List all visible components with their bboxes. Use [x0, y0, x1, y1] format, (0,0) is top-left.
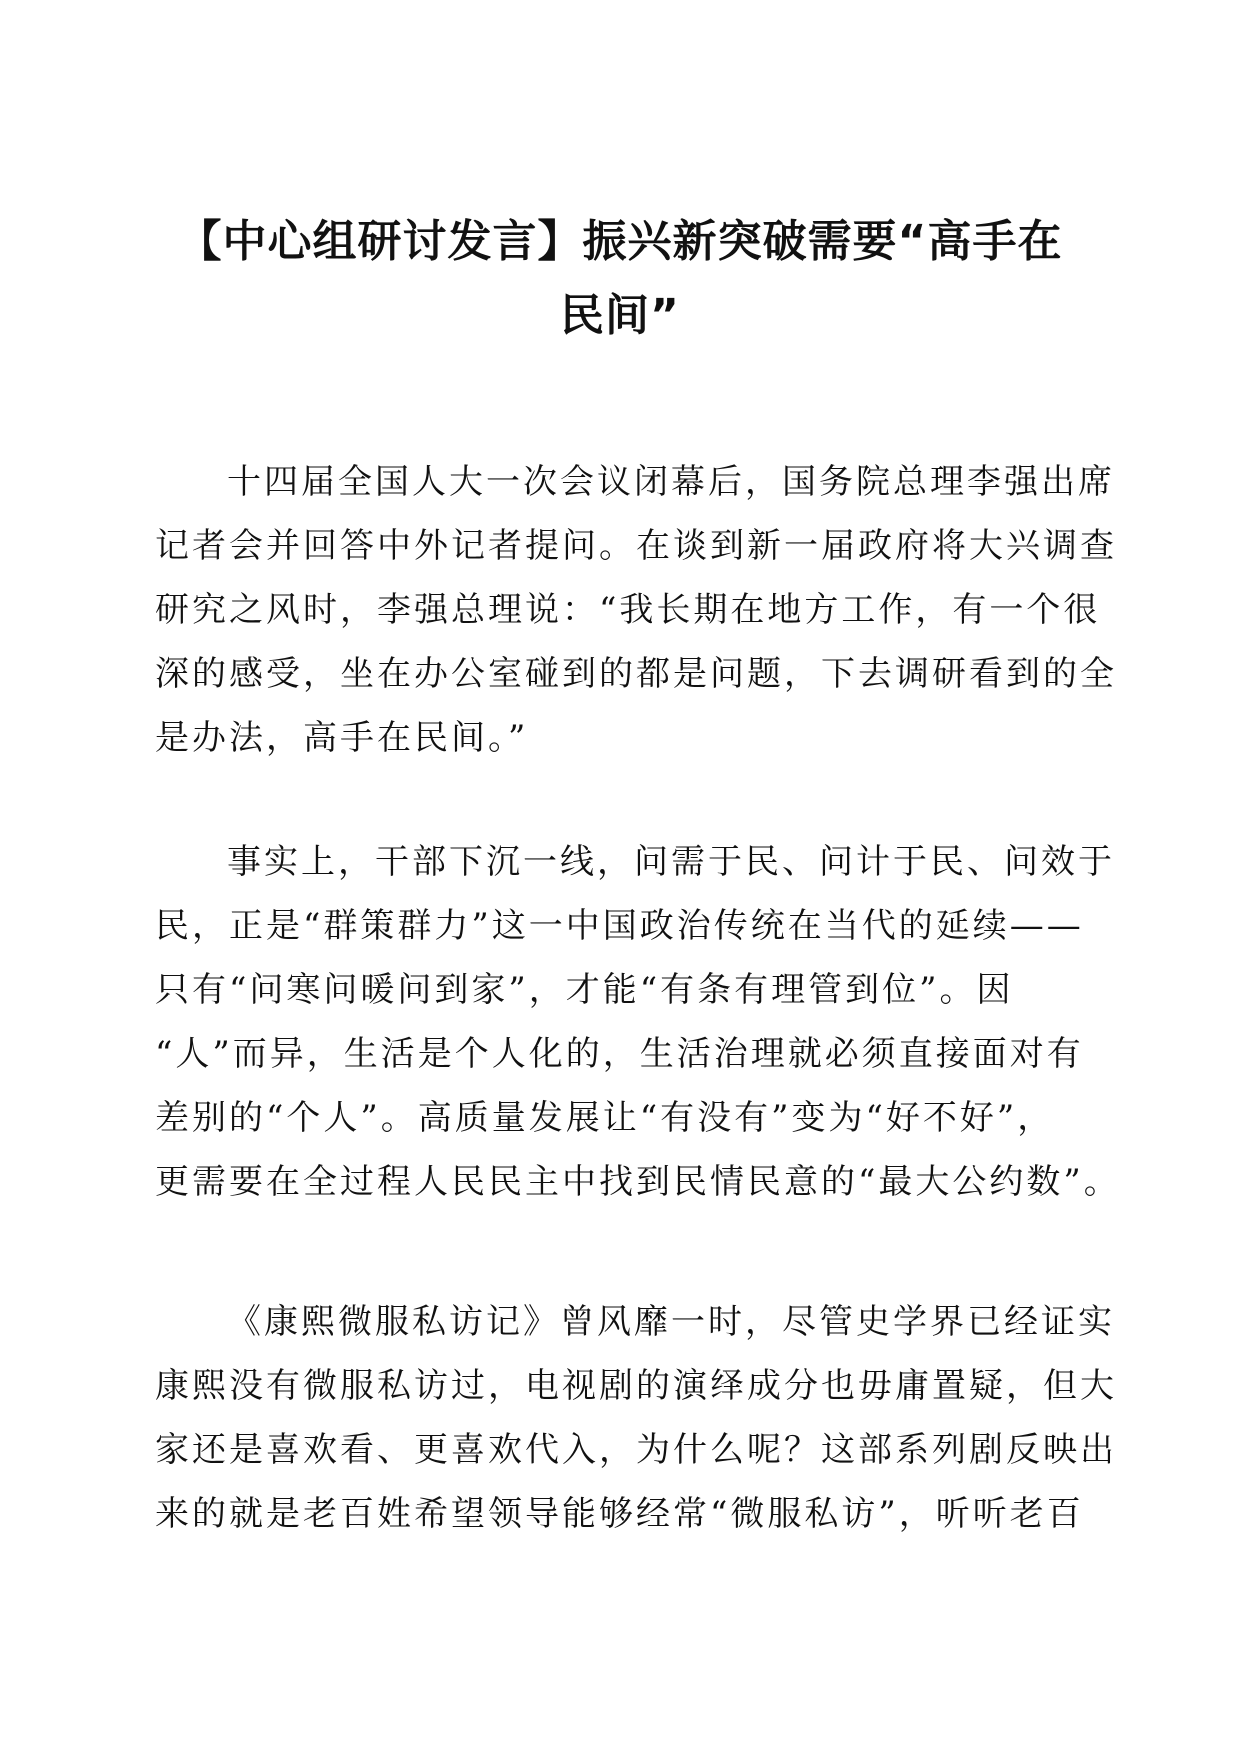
paragraph-line: 差别的“个人”。高质量发展让“有没有”变为“好不好”，: [155, 1098, 1055, 1138]
body-paragraph-2: [155, 830, 1135, 1214]
paragraph-line: 十四届全国人大一次会议闭幕后，国务院总理李强出席: [227, 462, 1115, 502]
paragraph-line: 来的就是老百姓希望领导能够经常“微服私访”，听听老百: [155, 1494, 1084, 1534]
body-paragraph-3: [155, 1290, 1135, 1546]
paragraph-line: 是办法，高手在民间。”: [155, 718, 529, 758]
paragraph-line: 深的感受，坐在办公室碰到的都是问题，下去调研看到的全: [155, 654, 1117, 694]
paragraph-line: 只有“问寒问暖问到家”，才能“有条有理管到位”。因: [155, 970, 1014, 1010]
title-line: 民间”: [560, 290, 680, 341]
paragraph-line: 事实上，干部下沉一线，问需于民、问计于民、问效于: [227, 842, 1115, 882]
paragraph-line: 《康熙微服私访记》曾风靡一时，尽管史学界已经证实: [227, 1302, 1115, 1342]
title-line: 【中心组研讨发言】振兴新突破需要“高手在: [177, 216, 1063, 267]
paragraph-line: 更需要在全过程人民民主中找到民情民意的“最大公约数”。: [155, 1162, 1121, 1202]
paragraph-line: 研究之风时，李强总理说：“我长期在地方工作，有一个很: [155, 590, 1101, 630]
paragraph-line: 民，正是“群策群力”这一中国政治传统在当代的延续——: [155, 906, 1084, 946]
document-title: [150, 205, 1090, 353]
body-paragraph-1: [155, 450, 1135, 770]
paragraph-line: 家还是喜欢看、更喜欢代入，为什么呢？这部系列剧反映出: [155, 1430, 1117, 1470]
paragraph-line: 康熙没有微服私访过，电视剧的演绎成分也毋庸置疑，但大: [155, 1366, 1117, 1406]
paragraph-line: 记者会并回答中外记者提问。在谈到新一届政府将大兴调查: [155, 526, 1117, 566]
paragraph-line: “人”而异，生活是个人化的，生活治理就必须直接面对有: [155, 1034, 1084, 1074]
